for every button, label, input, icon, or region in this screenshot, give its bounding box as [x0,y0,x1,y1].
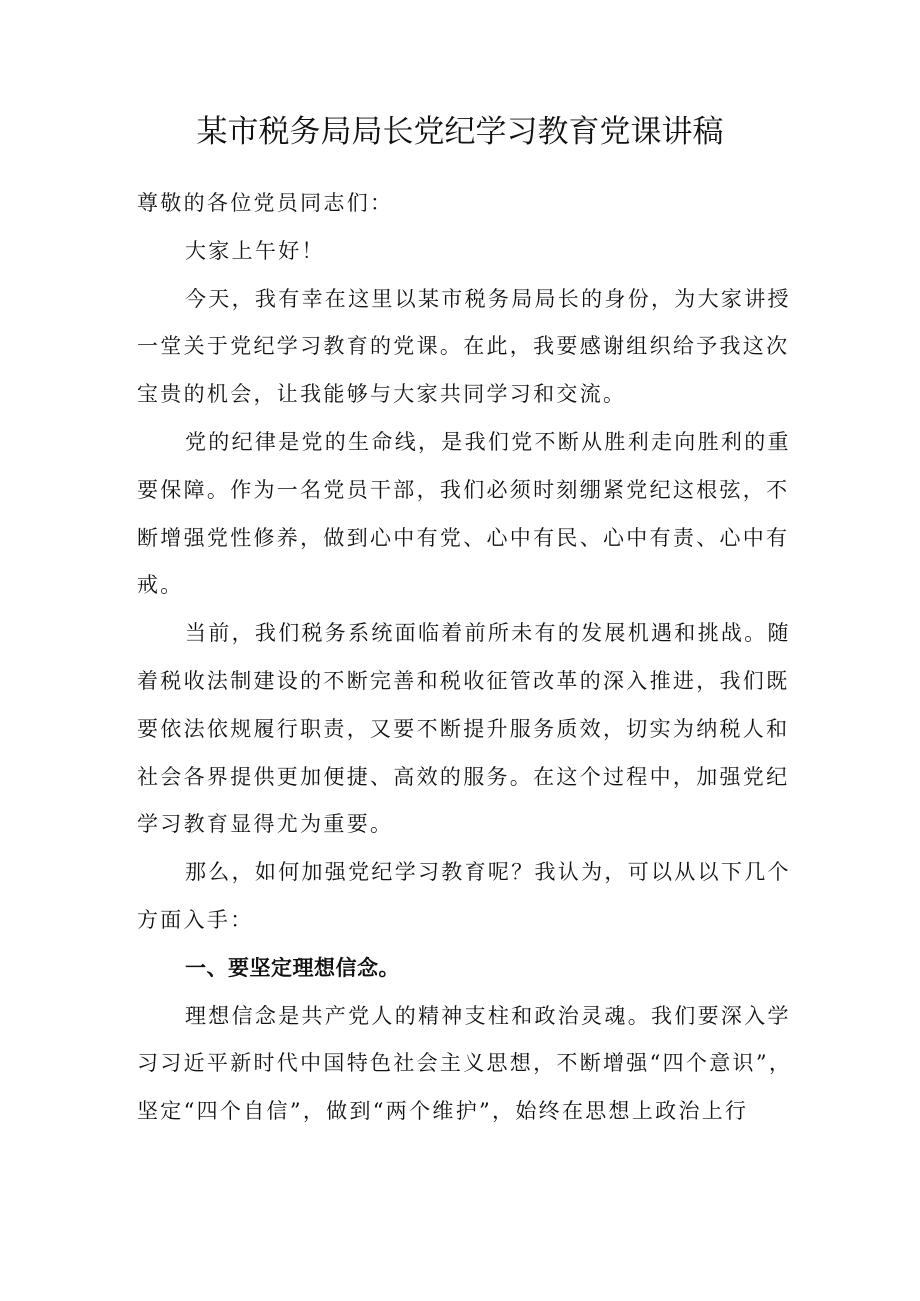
paragraph-intro: 今天，我有幸在这里以某市税务局局长的身份，为大家讲授一堂关于党纪学习教育的党课。在此，我要感谢组织给予我这次宝贵的机会，让我能够与大家共同学习和交流。 [137,286,791,407]
paragraph-ideals: 理想信念是共产党人的精神支柱和政治灵魂。我们要深入学习习近平新时代中国特色社会主义思想，不断增强“四个意识”，坚定“四个自信”，做到“两个维护”，始终在思想上政治上行 [137,1003,793,1124]
document-body [137,180,793,1136]
paragraph-current-situation: 当前，我们税务系统面临着前所未有的发展机遇和挑战。随着税收法制建设的不断完善和税收征管改革的深入推进，我们既要依法依规履行职责，又要不断提升服务质效，切实为纳税人和社会各界提供更加便捷、高效的服务。在这个过程中，加强党纪学习教育显得尤为重要。 [137,621,791,837]
paragraph-how-to: 那么，如何加强党纪学习教育呢？我认为，可以从以下几个方面入手： [137,860,791,932]
greeting: 大家上午好！ [185,238,325,263]
paragraph-discipline: 党的纪律是党的生命线，是我们党不断从胜利走向胜利的重要保障。作为一名党员干部，我们必须时刻绷紧党纪这根弦，不断增强党性修养，做到心中有党、心中有民、心中有责、心中有戒。 [137,429,791,598]
section-heading-1: 一、要坚定理想信念。 [185,955,400,980]
document-title: 某市税务局局长党纪学习教育党课讲稿 [196,114,724,150]
salutation: 尊敬的各位党员同志们： [137,191,394,215]
